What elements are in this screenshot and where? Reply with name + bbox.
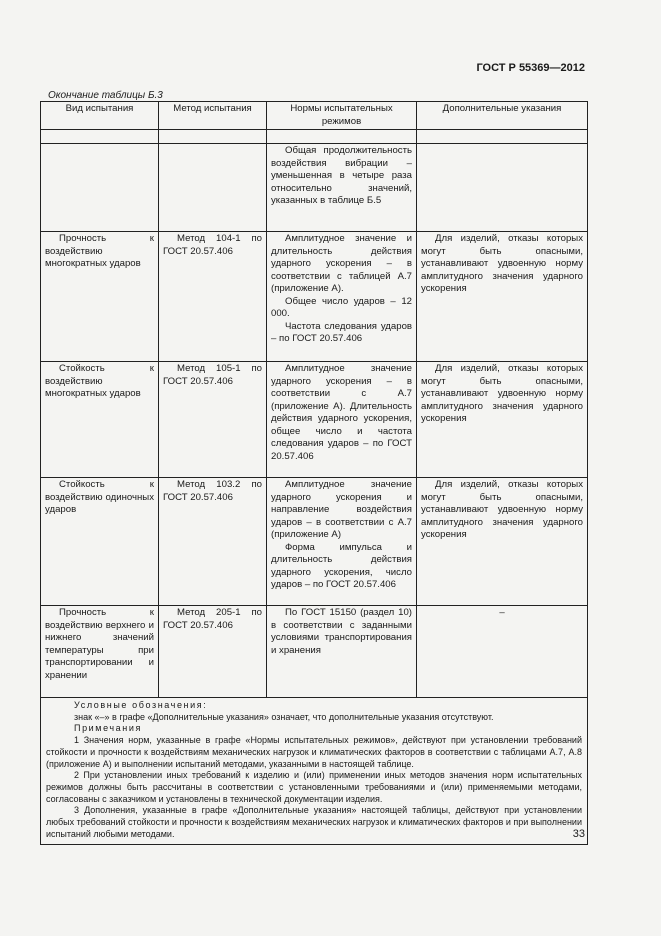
column-header: Вид испытания bbox=[41, 102, 159, 130]
norms-paragraph: Амплитудное значение ударного ускорения и направление воздействия ударов – в соответствии с А.7 (приложение А) bbox=[271, 479, 412, 540]
legend-text: знак «–» в графе «Дополнительные указания» означает, что дополнительные указания отсутствуют. bbox=[74, 711, 494, 722]
test-type-cell bbox=[41, 144, 159, 232]
table-header-row bbox=[41, 102, 588, 130]
test-type-cell: Прочность к воздействию верхнего и нижнего значений температуры при транспортировании и хранении bbox=[41, 606, 159, 698]
page-number: 33 bbox=[572, 828, 585, 840]
notes-cell: Для изделий, отказы которых могут быть опасными, устанавливают удвоенную норму амплитудного значения ударного ускорения bbox=[417, 232, 588, 362]
method-cell: Метод 105-1 по ГОСТ 20.57.406 bbox=[159, 362, 267, 478]
notes-cell: Для изделий, отказы которых могут быть опасными, устанавливают удвоенную норму амплитудного значения ударного ускорения bbox=[417, 478, 588, 606]
table-row bbox=[41, 232, 588, 362]
norms-paragraph: Общая продолжительность воздействия вибрации – уменьшенная в четыре раза относительно значений, указанных в таблице Б.5 bbox=[271, 145, 412, 206]
table-row bbox=[41, 362, 588, 478]
document-code: ГОСТ Р 55369—2012 bbox=[476, 62, 585, 74]
norms-paragraph: Общее число ударов – 12 000. bbox=[271, 295, 412, 319]
note-2: 2 При установлении иных требований к изделию и (или) применении иных методов значения норм испытательных режимов должны быть рассчитаны в соответствии с установленными требованиями и (или) применяемыми методами, согласованы с заказчиком и установлены в технической документации изделия. bbox=[46, 770, 582, 804]
column-header: Метод испытания bbox=[159, 102, 267, 130]
method-cell: Метод 104-1 по ГОСТ 20.57.406 bbox=[159, 232, 267, 362]
test-type-cell: Прочность к воздействию многократных ударов bbox=[41, 232, 159, 362]
norms-paragraph: Частота следования ударов – по ГОСТ 20.57.406 bbox=[271, 320, 412, 344]
method-cell: Метод 103.2 по ГОСТ 20.57.406 bbox=[159, 478, 267, 606]
note-1: 1 Значения норм, указанные в графе «Нормы испытательных режимов», действуют при установлении требований стойкости и прочности к воздействиям механических нагрузок и климатических факторов в соответствии с таблицами А.7, А.8 (приложение А) и выполнении испытаний методами, указанными в настоящей таблице. bbox=[46, 735, 582, 769]
table-row bbox=[41, 606, 588, 698]
notes-title: Примечания bbox=[74, 723, 142, 734]
test-type-cell: Стойкость к воздействию одиночных ударов bbox=[41, 478, 159, 606]
table-row bbox=[41, 478, 588, 606]
notes-cell: Для изделий, отказы которых могут быть опасными, устанавливают удвоенную норму амплитудного значения ударного ускорения bbox=[417, 362, 588, 478]
footnotes bbox=[41, 698, 588, 845]
test-type-cell: Стойкость к воздействию многократных ударов bbox=[41, 362, 159, 478]
legend-title: Условные обозначения: bbox=[74, 700, 208, 710]
notes-cell: – bbox=[417, 606, 588, 698]
norms-paragraph: По ГОСТ 15150 (раздел 10) в соответствии с заданными условиями транспортирования и хранения bbox=[271, 607, 412, 656]
norms-paragraph: Амплитудное значение и длительность действия ударного ускорения – в соответствии с таблицей А.7 (приложение А). bbox=[271, 233, 412, 294]
requirements-table bbox=[40, 101, 588, 845]
table-caption: Окончание таблицы Б.3 bbox=[48, 90, 163, 101]
norms-cell bbox=[267, 362, 417, 478]
norms-paragraph: Форма импульса и длительность действия ударного ускорения, число ударов – по ГОСТ 20.57.406 bbox=[271, 541, 412, 590]
method-cell bbox=[159, 144, 267, 232]
table-spacer-row bbox=[41, 130, 588, 144]
note-3: 3 Дополнения, указанные в графе «Дополнительные указания» настоящей таблицы, действуют при установлении любых требований стойкости и прочности к воздействиям механических нагрузок и климатических факторов и при выполнении испытаний любыми методами. bbox=[46, 805, 582, 839]
column-header: Дополнительные указания bbox=[417, 102, 588, 130]
table-row bbox=[41, 144, 588, 232]
column-header: Нормы испытательных режимов bbox=[267, 102, 417, 130]
norms-cell bbox=[267, 478, 417, 606]
norms-cell bbox=[267, 232, 417, 362]
norms-paragraph: Амплитудное значение ударного ускорения – в соответствии с А.7 (приложение А). Длительность действия ударного ускорения, общее число и частота следования ударов – по ГОСТ 20.57.406 bbox=[271, 363, 412, 462]
method-cell: Метод 205-1 по ГОСТ 20.57.406 bbox=[159, 606, 267, 698]
notes-cell bbox=[417, 144, 588, 232]
norms-cell bbox=[267, 144, 417, 232]
norms-cell bbox=[267, 606, 417, 698]
footnotes-row bbox=[41, 698, 588, 845]
